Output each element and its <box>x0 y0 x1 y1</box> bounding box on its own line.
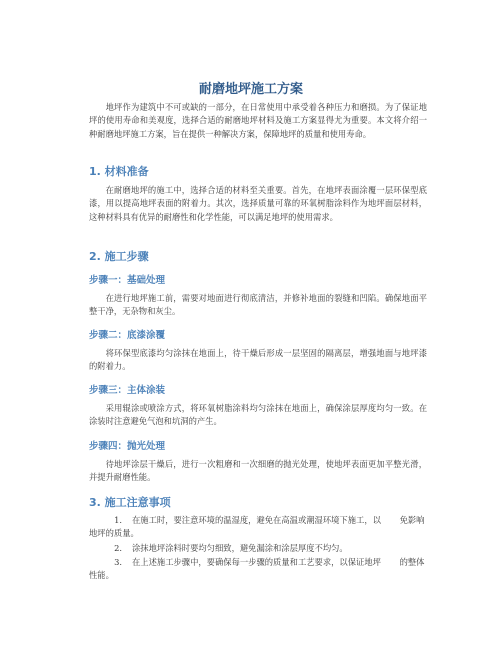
note-text-line1: 涂抹地坪涂料时要均匀细致，避免漏涂和涂层厚度不均匀。 <box>132 543 348 553</box>
note-text-line2: 免影响地坪的质量。 <box>89 515 425 539</box>
note-text-line2: 的整体性能。 <box>89 557 425 581</box>
step-1-heading: 步骤一：基础处理 <box>89 275 166 286</box>
step-4-body: 待地坪涂层干燥后，进行一次粗磨和一次细磨的抛光处理，使地坪表面更加平整光滑，并提升耐磨性能。 <box>89 459 427 483</box>
step-3-heading: 步骤三：主体涂装 <box>89 385 166 396</box>
step-4-heading: 步骤四：抛光处理 <box>89 441 166 452</box>
section-3-heading: 3. 施工注意事项 <box>89 496 171 509</box>
note-text-line1: 在上述施工步骤中，要确保每一步骤的质量和工艺要求，以保证地坪 <box>132 557 381 567</box>
section-2-heading: 2. 施工步骤 <box>89 250 149 263</box>
section-1-body: 在耐磨地坪的施工中，选择合适的材料至关重要。首先，在地坪表面涂覆一层环保型底漆，用以提高地坪表面的附着力。其次，选择质量可靠的环氧树脂涂料作为地坪面层材料，这种材料具有优异的耐磨性和化学性能，可以满足地坪的使用需求。 <box>89 185 427 222</box>
step-2-body: 将环保型底漆均匀涂抹在地面上，待干燥后形成一层坚固的隔离层，增强地面与地坪漆的附着力。 <box>89 348 427 372</box>
intro-paragraph: 地坪作为建筑中不可或缺的一部分，在日常使用中承受着各种压力和磨损。为了保证地坪的使用寿命和美观度，选择合适的耐磨地坪材料及施工方案显得尤为重要。本文将介绍一种耐磨地坪施工方案，旨在提供一种解决方案，保障地坪的质量和使用寿命。 <box>89 102 427 139</box>
note-item <box>89 542 427 555</box>
note-item <box>89 514 427 541</box>
step-3-body: 采用辊涂或喷涂方式，将环氧树脂涂料均匀涂抹在地面上，确保涂层厚度均匀一致。在涂装时注意避免气泡和坑洞的产生。 <box>89 403 427 427</box>
note-number: 1. <box>114 515 122 525</box>
step-1-body: 在进行地坪施工前，需要对地面进行彻底清洁，并修补地面的裂缝和凹陷。确保地面平整干净，无杂物和灰尘。 <box>89 293 427 317</box>
note-text-line1: 在施工时，要注意环境的温湿度，避免在高温或潮湿环境下施工，以 <box>132 515 381 525</box>
section-1-heading: 1. 材料准备 <box>89 165 149 178</box>
note-item <box>89 556 427 583</box>
note-number: 2. <box>114 543 122 553</box>
document-title: 耐磨地坪施工方案 <box>198 82 303 97</box>
step-2-heading: 步骤二：底漆涂覆 <box>89 330 166 341</box>
note-number: 3. <box>114 557 122 567</box>
